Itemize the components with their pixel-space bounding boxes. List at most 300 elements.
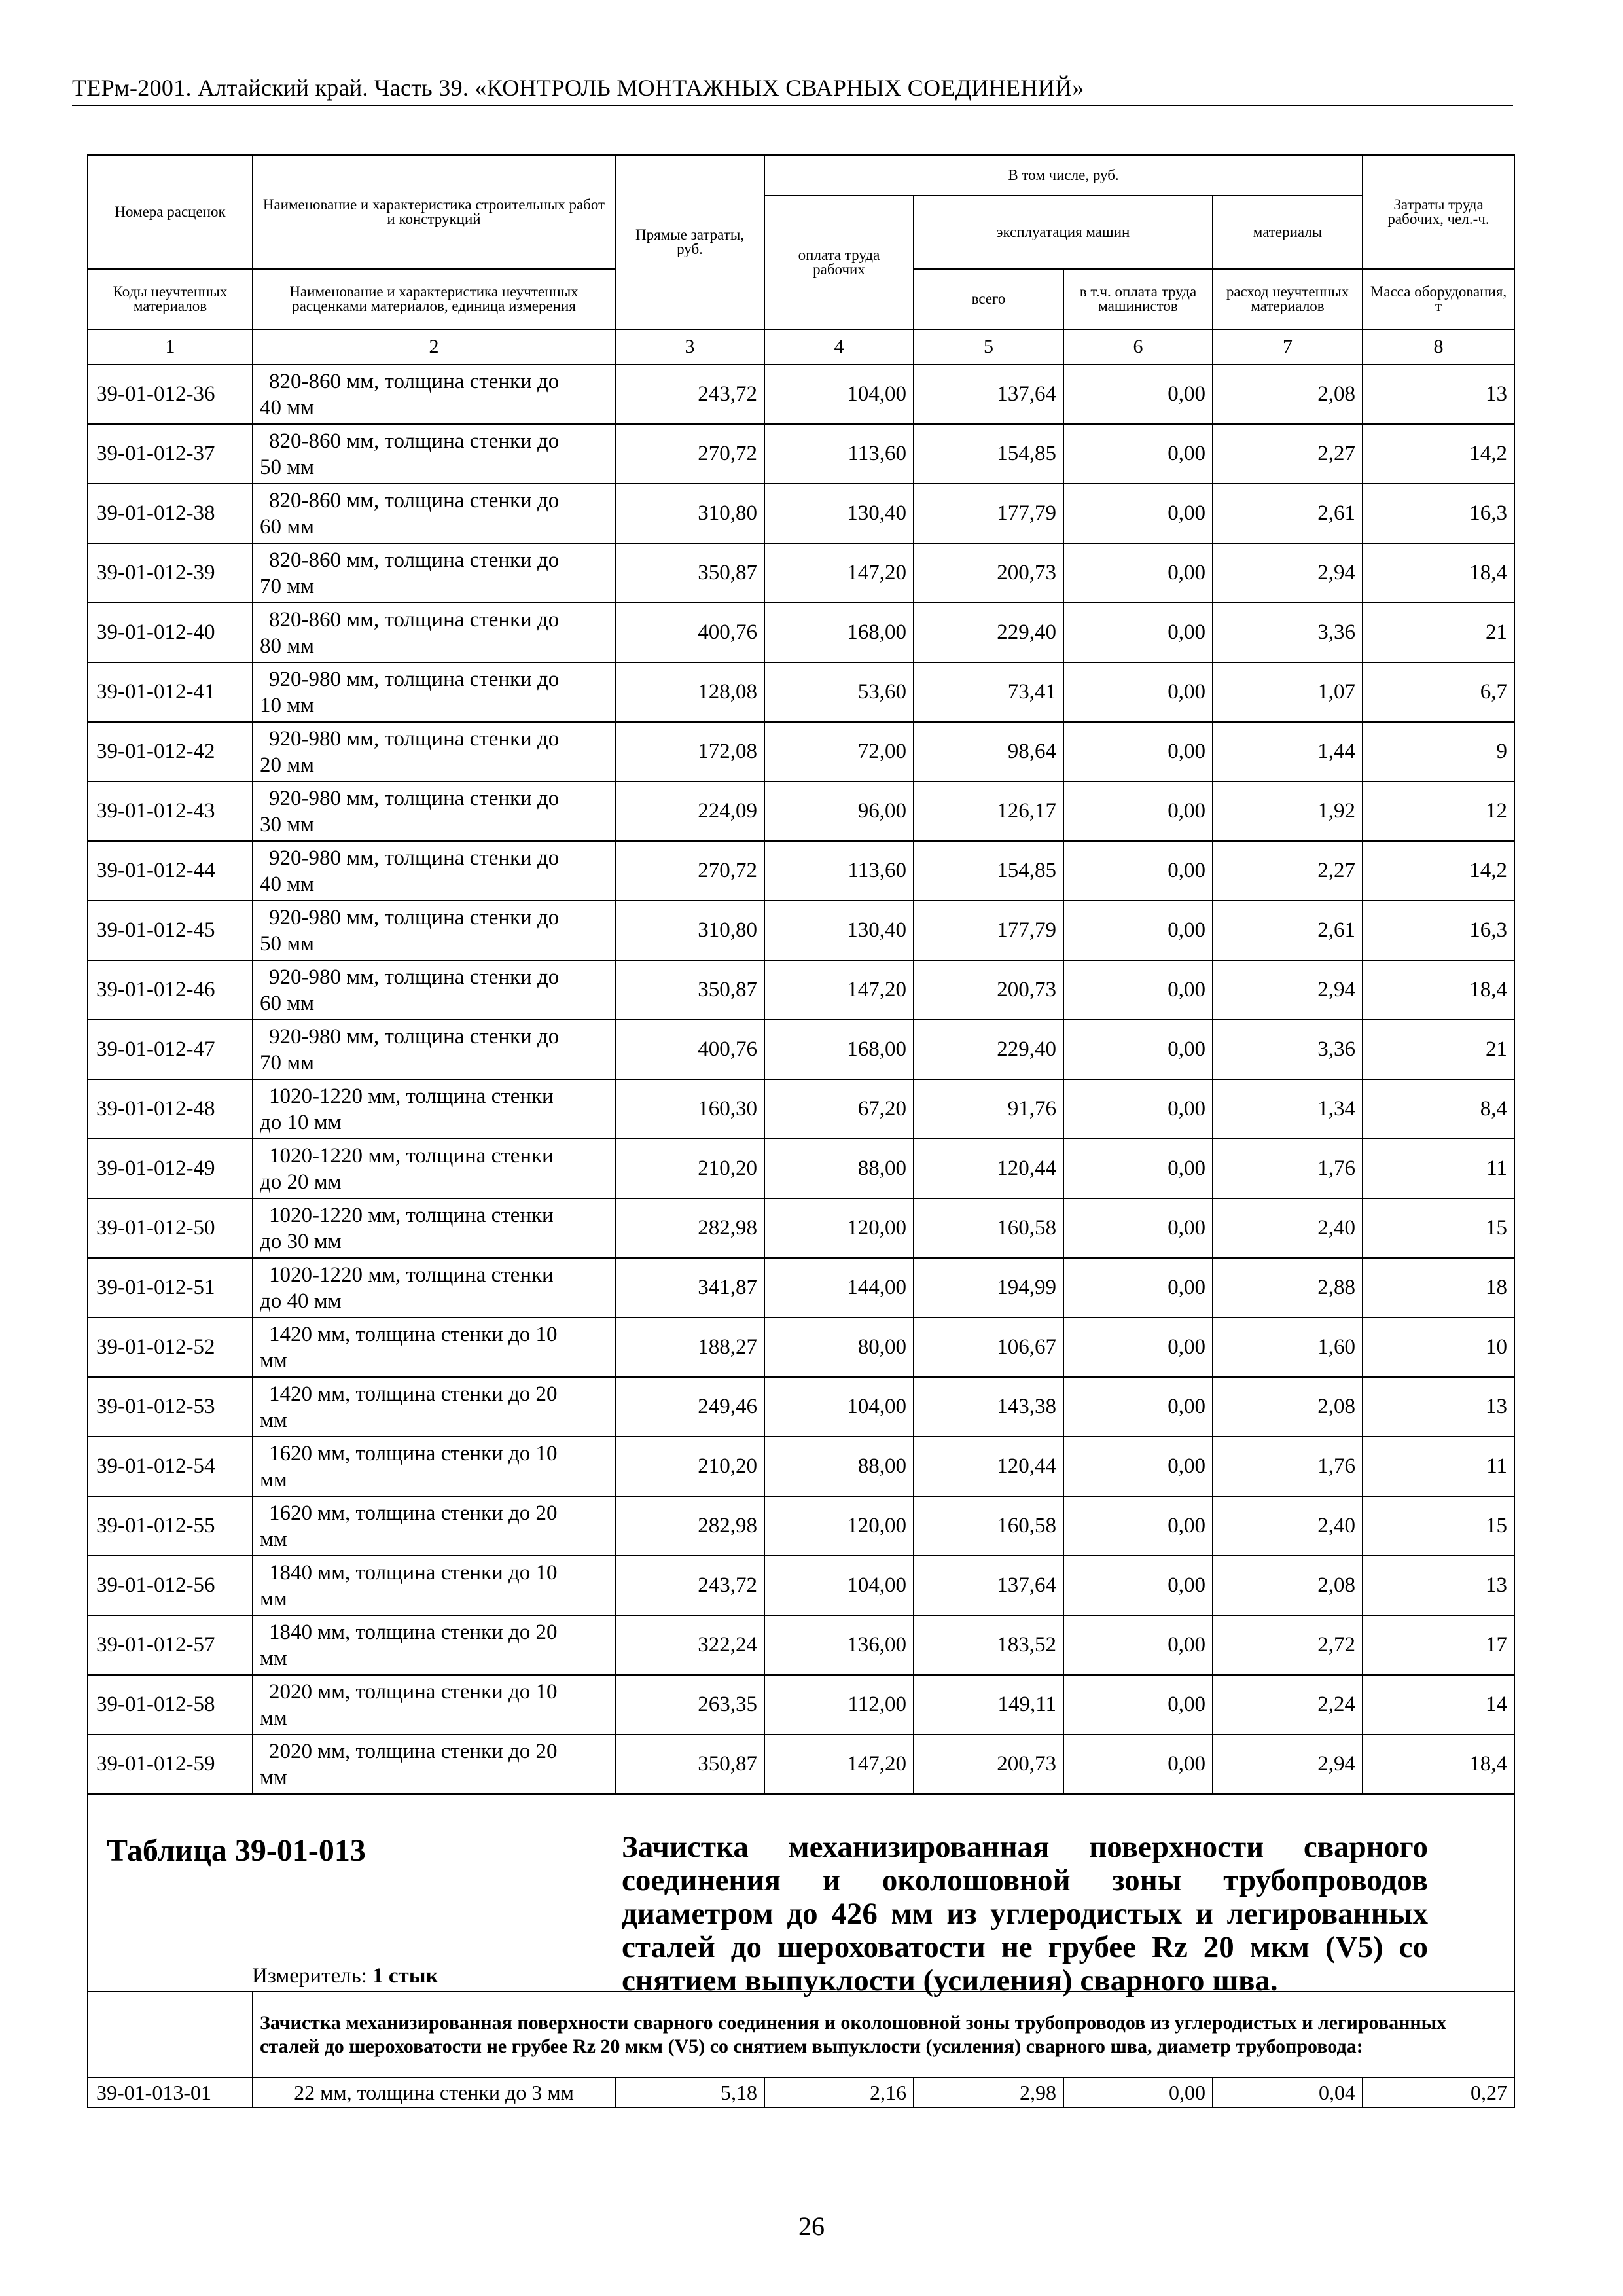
description-line: 920-980 мм, толщина стенки до (269, 846, 560, 870)
rate-description (253, 1258, 615, 1318)
labor-hours: 21 (1363, 1020, 1514, 1079)
machines-total: 183,52 (914, 1615, 1063, 1675)
direct-cost: 282,98 (615, 1496, 764, 1556)
machines-labor-pay: 0,00 (1063, 1377, 1213, 1437)
rate-code: 39-01-012-49 (88, 1139, 253, 1198)
direct-cost: 270,72 (615, 841, 764, 901)
col-head-material-names: Наименование и характеристика неучтенных расценками материалов, единица измерения (253, 269, 615, 329)
rate-code: 39-01-012-48 (88, 1079, 253, 1139)
rate-description (253, 1496, 615, 1556)
machines-labor-pay: 0,00 (1063, 1556, 1213, 1615)
table-row (88, 1734, 1514, 1794)
table-row (88, 722, 1514, 781)
machines-labor-pay: 0,00 (1063, 365, 1213, 424)
labor-hours: 13 (1363, 1377, 1514, 1437)
rate-code: 39-01-012-36 (88, 365, 253, 424)
page-number: 26 (798, 2212, 825, 2241)
labor-hours: 18 (1363, 1258, 1514, 1318)
description-line: 820-860 мм, толщина стенки до (269, 607, 560, 632)
machines-total: 149,11 (914, 1675, 1063, 1734)
labor-hours: 15 (1363, 1496, 1514, 1556)
materials-cost: 1,76 (1213, 1139, 1363, 1198)
table-row (88, 781, 1514, 841)
labor-hours: 17 (1363, 1615, 1514, 1675)
rate-code: 39-01-012-59 (88, 1734, 253, 1794)
materials-cost: 2,88 (1213, 1258, 1363, 1318)
machines-total: 137,64 (914, 365, 1063, 424)
col-head-labor-pay: оплата труда рабочих (764, 196, 914, 329)
machines-labor-pay: 0,00 (1063, 960, 1213, 1020)
description-line: 1020-1220 мм, толщина стенки (269, 1143, 554, 1168)
materials-cost: 2,94 (1213, 960, 1363, 1020)
labor-pay: 168,00 (764, 603, 914, 662)
direct-cost: 243,72 (615, 365, 764, 424)
column-number: 8 (1363, 329, 1514, 365)
table-row (88, 1615, 1514, 1675)
machines-total: 98,64 (914, 722, 1063, 781)
materials-cost: 2,61 (1213, 901, 1363, 960)
description-line: 1020-1220 мм, толщина стенки (269, 1084, 554, 1108)
table-013-section-row (88, 1992, 1514, 2077)
rate-code: 39-01-012-46 (88, 960, 253, 1020)
col-head-materials: материалы (1213, 196, 1363, 269)
column-number: 3 (615, 329, 764, 365)
machines-labor-pay: 0,00 (1063, 662, 1213, 722)
labor-pay: 67,20 (764, 1079, 914, 1139)
machines-labor-pay: 0,00 (1063, 543, 1213, 603)
rate-description (253, 781, 615, 841)
rate-code: 39-01-012-41 (88, 662, 253, 722)
machines-labor-pay: 0,00 (1063, 722, 1213, 781)
machines-labor-pay: 0,00 (1063, 2077, 1213, 2108)
materials-cost: 1,07 (1213, 662, 1363, 722)
labor-hours: 9 (1363, 722, 1514, 781)
description-line: 1840 мм, толщина стенки до 10 (269, 1560, 558, 1585)
col-head-name: Наименование и характеристика строительных работ и конструкций (253, 155, 615, 269)
description-line: 50 мм (260, 931, 315, 956)
materials-cost: 3,36 (1213, 603, 1363, 662)
machines-labor-pay: 0,00 (1063, 1258, 1213, 1318)
description-line: 40 мм (260, 395, 315, 420)
machines-total: 120,44 (914, 1139, 1063, 1198)
rate-code: 39-01-012-55 (88, 1496, 253, 1556)
col-head-material-usage: расход неучтенных материалов (1213, 269, 1363, 329)
description-line: мм (260, 1765, 287, 1789)
table-row (88, 841, 1514, 901)
machines-total: 143,38 (914, 1377, 1063, 1437)
labor-hours: 6,7 (1363, 662, 1514, 722)
description-line: 1020-1220 мм, толщина стенки (269, 1263, 554, 1287)
rate-description (253, 603, 615, 662)
description-line: 80 мм (260, 634, 315, 658)
materials-cost: 2,94 (1213, 1734, 1363, 1794)
labor-pay: 168,00 (764, 1020, 914, 1079)
measure-value: 1 стык (372, 1964, 438, 1988)
machines-total: 73,41 (914, 662, 1063, 722)
direct-cost: 310,80 (615, 484, 764, 543)
materials-cost: 0,04 (1213, 2077, 1363, 2108)
description-line: 920-980 мм, толщина стенки до (269, 905, 560, 929)
column-number: 4 (764, 329, 914, 365)
labor-hours: 13 (1363, 365, 1514, 424)
machines-labor-pay: 0,00 (1063, 1139, 1213, 1198)
machines-total: 91,76 (914, 1079, 1063, 1139)
rate-description (253, 1734, 615, 1794)
labor-pay: 147,20 (764, 960, 914, 1020)
machines-labor-pay: 0,00 (1063, 901, 1213, 960)
labor-hours: 18,4 (1363, 543, 1514, 603)
rate-description: 22 мм, толщина стенки до 3 мм (253, 2077, 615, 2108)
materials-cost: 1,60 (1213, 1318, 1363, 1377)
machines-total: 200,73 (914, 1734, 1063, 1794)
description-line: 2020 мм, толщина стенки до 10 (269, 1679, 558, 1704)
description-line: 1620 мм, толщина стенки до 20 (269, 1501, 558, 1525)
rate-code: 39-01-012-52 (88, 1318, 253, 1377)
description-line: 920-980 мм, толщина стенки до (269, 786, 560, 810)
direct-cost: 172,08 (615, 722, 764, 781)
machines-labor-pay: 0,00 (1063, 1318, 1213, 1377)
description-line: до 20 мм (260, 1170, 342, 1194)
description-line: мм (260, 1467, 287, 1492)
machines-labor-pay: 0,00 (1063, 1675, 1213, 1734)
rate-description (253, 1020, 615, 1079)
labor-pay: 113,60 (764, 841, 914, 901)
rate-description (253, 365, 615, 424)
machines-labor-pay: 0,00 (1063, 781, 1213, 841)
machines-total: 229,40 (914, 1020, 1063, 1079)
direct-cost: 400,76 (615, 1020, 764, 1079)
labor-hours: 11 (1363, 1437, 1514, 1496)
description-line: 60 мм (260, 991, 315, 1015)
table-row (88, 960, 1514, 1020)
direct-cost: 249,46 (615, 1377, 764, 1437)
machines-total: 177,79 (914, 484, 1063, 543)
description-line: 920-980 мм, толщина стенки до (269, 667, 560, 691)
labor-hours: 16,3 (1363, 901, 1514, 960)
labor-pay: 2,16 (764, 2077, 914, 2108)
description-line: мм (260, 1408, 287, 1432)
table-row (88, 1496, 1514, 1556)
col-head-equipment-mass: Масса оборудования, т (1363, 269, 1514, 329)
description-line: 820-860 мм, толщина стенки до (269, 488, 560, 512)
description-line: мм (260, 1646, 287, 1670)
table-013-section-text: Зачистка механизированная поверхности сварного соединения и околошовной зоны трубопроводов из углеродистых и легированных сталей до шероховатости не грубее Rz 20 мкм (V5) со снятием выпуклости (усиления) сварного шва, диаметр трубопровода: (253, 1992, 1514, 2077)
labor-hours: 15 (1363, 1198, 1514, 1258)
labor-hours: 10 (1363, 1318, 1514, 1377)
table-013-measure (252, 1964, 438, 1988)
description-line: 20 мм (260, 753, 315, 777)
col-head-machines: эксплуатация машин (914, 196, 1213, 269)
description-line: 10 мм (260, 693, 315, 717)
rate-description (253, 722, 615, 781)
description-line: 920-980 мм, толщина стенки до (269, 726, 560, 751)
rate-code: 39-01-012-44 (88, 841, 253, 901)
labor-pay: 96,00 (764, 781, 914, 841)
description-line: до 30 мм (260, 1229, 342, 1253)
rate-description (253, 960, 615, 1020)
machines-total: 120,44 (914, 1437, 1063, 1496)
machines-labor-pay: 0,00 (1063, 424, 1213, 484)
rate-description (253, 424, 615, 484)
direct-cost: 310,80 (615, 901, 764, 960)
machines-total: 160,58 (914, 1496, 1063, 1556)
labor-pay: 88,00 (764, 1437, 914, 1496)
labor-hours: 14 (1363, 1675, 1514, 1734)
rate-code: 39-01-012-39 (88, 543, 253, 603)
table-row (88, 1079, 1514, 1139)
rate-code: 39-01-012-50 (88, 1198, 253, 1258)
materials-cost: 2,27 (1213, 841, 1363, 901)
table-013-number: Таблица 39-01-013 (107, 1833, 366, 1868)
labor-pay: 104,00 (764, 365, 914, 424)
table-row (88, 1258, 1514, 1318)
col-head-material-codes: Коды неучтенных материалов (88, 269, 253, 329)
machines-labor-pay: 0,00 (1063, 603, 1213, 662)
machines-labor-pay: 0,00 (1063, 484, 1213, 543)
direct-cost: 5,18 (615, 2077, 764, 2108)
rate-code: 39-01-012-54 (88, 1437, 253, 1496)
description-line: до 40 мм (260, 1289, 342, 1313)
table-row (88, 662, 1514, 722)
labor-pay: 72,00 (764, 722, 914, 781)
machines-labor-pay: 0,00 (1063, 1615, 1213, 1675)
direct-cost: 400,76 (615, 603, 764, 662)
rate-code: 39-01-012-56 (88, 1556, 253, 1615)
direct-cost: 210,20 (615, 1437, 764, 1496)
description-line: 30 мм (260, 812, 315, 836)
materials-cost: 3,36 (1213, 1020, 1363, 1079)
rate-code: 39-01-012-37 (88, 424, 253, 484)
materials-cost: 2,72 (1213, 1615, 1363, 1675)
rate-description (253, 1377, 615, 1437)
labor-pay: 88,00 (764, 1139, 914, 1198)
machines-total: 177,79 (914, 901, 1063, 960)
header-rule (72, 105, 1513, 106)
direct-cost: 350,87 (615, 960, 764, 1020)
materials-cost: 2,40 (1213, 1198, 1363, 1258)
rate-code: 39-01-012-51 (88, 1258, 253, 1318)
machines-total: 200,73 (914, 960, 1063, 1020)
machines-total: 194,99 (914, 1258, 1063, 1318)
machines-total: 106,67 (914, 1318, 1063, 1377)
labor-pay: 104,00 (764, 1556, 914, 1615)
machines-total: 154,85 (914, 841, 1063, 901)
materials-cost: 2,24 (1213, 1675, 1363, 1734)
description-line: 820-860 мм, толщина стенки до (269, 548, 560, 572)
table-row (88, 901, 1514, 960)
rate-description (253, 1318, 615, 1377)
description-line: мм (260, 1527, 287, 1551)
table-row (88, 1318, 1514, 1377)
description-line: 70 мм (260, 1050, 315, 1075)
rate-code: 39-01-012-58 (88, 1675, 253, 1734)
materials-cost: 2,08 (1213, 1377, 1363, 1437)
labor-hours: 14,2 (1363, 841, 1514, 901)
machines-total: 200,73 (914, 543, 1063, 603)
machines-total: 126,17 (914, 781, 1063, 841)
rate-code: 39-01-012-40 (88, 603, 253, 662)
table-row (88, 1020, 1514, 1079)
description-line: 1840 мм, толщина стенки до 20 (269, 1620, 558, 1644)
direct-cost: 322,24 (615, 1615, 764, 1675)
rate-code: 39-01-013-01 (88, 2077, 253, 2108)
rate-description (253, 1556, 615, 1615)
machines-labor-pay: 0,00 (1063, 1198, 1213, 1258)
col-head-codes: Номера расценок (88, 155, 253, 269)
machines-total: 2,98 (914, 2077, 1063, 2108)
rate-code: 39-01-012-53 (88, 1377, 253, 1437)
labor-pay: 136,00 (764, 1615, 914, 1675)
table-row (88, 1556, 1514, 1615)
column-number: 5 (914, 329, 1063, 365)
machines-total: 160,58 (914, 1198, 1063, 1258)
table-013-title: Зачистка механизированная поверхности сварного соединения и околошовной зоны трубопроводов диаметром до 426 мм из углеродистых и легированных сталей до шероховатости не грубее Rz 20 мкм (V5) со снятием выпуклости (усиления) сварного шва. (622, 1830, 1428, 1998)
description-line: 920-980 мм, толщина стенки до (269, 1024, 560, 1049)
labor-pay: 53,60 (764, 662, 914, 722)
materials-cost: 1,92 (1213, 781, 1363, 841)
rate-code: 39-01-012-57 (88, 1615, 253, 1675)
machines-labor-pay: 0,00 (1063, 841, 1213, 901)
description-line: 1620 мм, толщина стенки до 10 (269, 1441, 558, 1465)
col-head-machines-total: всего (914, 269, 1063, 329)
labor-hours: 8,4 (1363, 1079, 1514, 1139)
measure-label: Измеритель: (252, 1964, 367, 1988)
labor-pay: 113,60 (764, 424, 914, 484)
table-013-header-row (88, 1794, 1514, 1992)
rate-code: 39-01-012-45 (88, 901, 253, 960)
direct-cost: 160,30 (615, 1079, 764, 1139)
direct-cost: 188,27 (615, 1318, 764, 1377)
labor-hours: 16,3 (1363, 484, 1514, 543)
table-row (88, 1377, 1514, 1437)
direct-cost: 270,72 (615, 424, 764, 484)
materials-cost: 2,61 (1213, 484, 1363, 543)
materials-cost: 2,08 (1213, 365, 1363, 424)
machines-labor-pay: 0,00 (1063, 1734, 1213, 1794)
description-line: 50 мм (260, 455, 315, 479)
description-line: 2020 мм, толщина стенки до 20 (269, 1739, 558, 1763)
column-number-row (88, 329, 1514, 365)
description-line: 820-860 мм, толщина стенки до (269, 429, 560, 453)
rate-description (253, 484, 615, 543)
labor-hours: 13 (1363, 1556, 1514, 1615)
description-line: мм (260, 1706, 287, 1730)
labor-hours: 18,4 (1363, 1734, 1514, 1794)
direct-cost: 243,72 (615, 1556, 764, 1615)
labor-pay: 80,00 (764, 1318, 914, 1377)
rate-description (253, 1615, 615, 1675)
rate-code: 39-01-012-47 (88, 1020, 253, 1079)
rate-description (253, 841, 615, 901)
rate-description (253, 543, 615, 603)
labor-hours: 21 (1363, 603, 1514, 662)
labor-hours: 0,27 (1363, 2077, 1514, 2108)
description-line: 1420 мм, толщина стенки до 20 (269, 1382, 558, 1406)
direct-cost: 128,08 (615, 662, 764, 722)
labor-hours: 12 (1363, 781, 1514, 841)
table-row (88, 365, 1514, 424)
materials-cost: 1,76 (1213, 1437, 1363, 1496)
description-line: 1420 мм, толщина стенки до 10 (269, 1322, 558, 1346)
labor-pay: 130,40 (764, 484, 914, 543)
description-line: 820-860 мм, толщина стенки до (269, 369, 560, 393)
materials-cost: 1,34 (1213, 1079, 1363, 1139)
description-line: 60 мм (260, 514, 315, 539)
labor-pay: 120,00 (764, 1198, 914, 1258)
labor-pay: 120,00 (764, 1496, 914, 1556)
col-head-machines-labor: в т.ч. оплата труда машинистов (1063, 269, 1213, 329)
labor-hours: 11 (1363, 1139, 1514, 1198)
column-number: 7 (1213, 329, 1363, 365)
table-row (88, 484, 1514, 543)
direct-cost: 350,87 (615, 1734, 764, 1794)
materials-cost: 2,27 (1213, 424, 1363, 484)
rate-description (253, 1139, 615, 1198)
table-row (88, 2077, 1514, 2108)
direct-cost: 350,87 (615, 543, 764, 603)
machines-labor-pay: 0,00 (1063, 1496, 1213, 1556)
machines-labor-pay: 0,00 (1063, 1437, 1213, 1496)
column-number: 6 (1063, 329, 1213, 365)
description-line: 40 мм (260, 872, 315, 896)
labor-hours: 18,4 (1363, 960, 1514, 1020)
machines-labor-pay: 0,00 (1063, 1020, 1213, 1079)
rate-description (253, 1079, 615, 1139)
table-row (88, 603, 1514, 662)
labor-pay: 104,00 (764, 1377, 914, 1437)
machines-total: 229,40 (914, 603, 1063, 662)
labor-hours: 14,2 (1363, 424, 1514, 484)
table-row (88, 1139, 1514, 1198)
column-number: 2 (253, 329, 615, 365)
direct-cost: 263,35 (615, 1675, 764, 1734)
description-line: мм (260, 1348, 287, 1372)
running-header: ТЕРм-2001. Алтайский край. Часть 39. «КОНТРОЛЬ МОНТАЖНЫХ СВАРНЫХ СОЕДИНЕНИЙ» (72, 75, 1084, 101)
col-head-including: В том числе, руб. (764, 155, 1363, 196)
description-line: до 10 мм (260, 1110, 342, 1134)
description-line: 70 мм (260, 574, 315, 598)
col-head-direct: Прямые затраты, руб. (615, 155, 764, 329)
machines-total: 154,85 (914, 424, 1063, 484)
rate-description (253, 901, 615, 960)
rate-description (253, 662, 615, 722)
materials-cost: 1,44 (1213, 722, 1363, 781)
rate-code: 39-01-012-43 (88, 781, 253, 841)
table-row (88, 1437, 1514, 1496)
table-row (88, 424, 1514, 484)
materials-cost: 2,94 (1213, 543, 1363, 603)
description-line: мм (260, 1587, 287, 1611)
direct-cost: 210,20 (615, 1139, 764, 1198)
column-number: 1 (88, 329, 253, 365)
materials-cost: 2,08 (1213, 1556, 1363, 1615)
labor-pay: 130,40 (764, 901, 914, 960)
rate-code: 39-01-012-42 (88, 722, 253, 781)
rate-code: 39-01-012-38 (88, 484, 253, 543)
rate-description (253, 1198, 615, 1258)
description-line: 920-980 мм, толщина стенки до (269, 965, 560, 989)
labor-pay: 112,00 (764, 1675, 914, 1734)
machines-labor-pay: 0,00 (1063, 1079, 1213, 1139)
materials-cost: 2,40 (1213, 1496, 1363, 1556)
description-line: 1020-1220 мм, толщина стенки (269, 1203, 554, 1227)
machines-total: 137,64 (914, 1556, 1063, 1615)
direct-cost: 282,98 (615, 1198, 764, 1258)
labor-pay: 144,00 (764, 1258, 914, 1318)
direct-cost: 224,09 (615, 781, 764, 841)
rate-description (253, 1675, 615, 1734)
rates-table (87, 154, 1515, 2108)
